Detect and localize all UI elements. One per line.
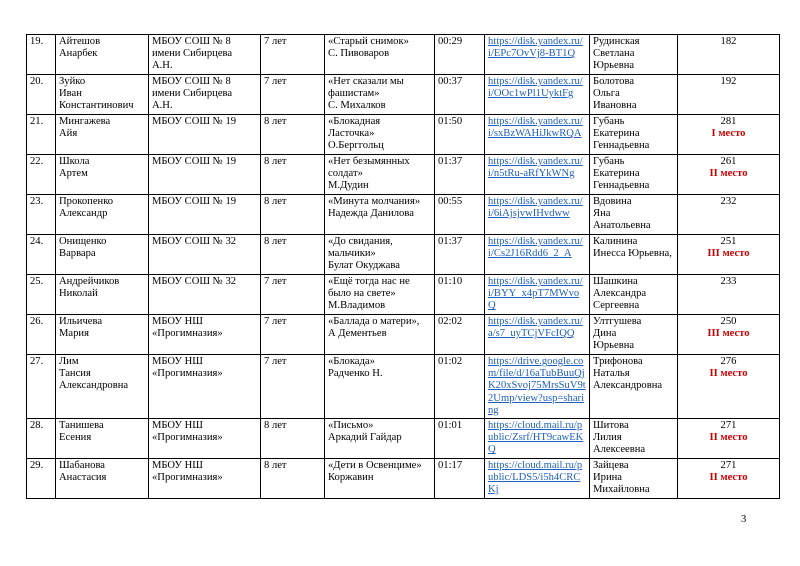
table-row (27, 315, 780, 355)
participant-name: Зуйко Иван Константинович (56, 75, 149, 115)
duration: 02:02 (435, 315, 485, 355)
duration: 01:37 (435, 155, 485, 195)
duration: 01:17 (435, 459, 485, 499)
school-name: МБОУ СОШ № 8 имени Сибирцева А.Н. (149, 35, 261, 75)
score-value: 250 (720, 316, 737, 327)
score-value: 233 (720, 276, 737, 287)
work-title: «Минута молчания» Надежда Данилова (325, 195, 435, 235)
score-cell (678, 115, 780, 155)
row-number: 20. (27, 75, 56, 115)
score-cell (678, 35, 780, 75)
participant-age: 8 лет (261, 459, 325, 499)
work-title: «Нет безымянных солдат» М.Дудин (325, 155, 435, 195)
work-title: «Старый снимок» С. Пивоваров (325, 35, 435, 75)
score-cell (678, 275, 780, 315)
school-name: МБОУ НШ «Прогимназия» (149, 419, 261, 459)
participant-name: Ильичева Мария (56, 315, 149, 355)
work-title: «Баллада о матери», А Дементьев (325, 315, 435, 355)
teacher-name: Рудинская Светлана Юрьевна (590, 35, 678, 75)
school-name: МБОУ СОШ № 19 (149, 155, 261, 195)
row-number: 22. (27, 155, 56, 195)
duration: 00:37 (435, 75, 485, 115)
place-badge: II место (709, 472, 748, 484)
teacher-name: Губань Екатерина Геннадьевна (590, 115, 678, 155)
participant-name: Андрейчиков Николай (56, 275, 149, 315)
video-link[interactable]: https://disk.yandex.ru/i/sxBzWAHiJkwRQA (485, 115, 590, 155)
participant-name: Школа Артем (56, 155, 149, 195)
school-name: МБОУ СОШ № 32 (149, 235, 261, 275)
video-link[interactable]: https://disk.yandex.ru/i/6iAjsjvwIHvdww (485, 195, 590, 235)
work-title: «Нет сказали мы фашистам» С. Михалков (325, 75, 435, 115)
row-number: 25. (27, 275, 56, 315)
participant-age: 7 лет (261, 315, 325, 355)
row-number: 21. (27, 115, 56, 155)
place-badge: III место (707, 248, 750, 260)
duration: 01:02 (435, 355, 485, 419)
duration: 01:50 (435, 115, 485, 155)
row-number: 19. (27, 35, 56, 75)
score-cell (678, 195, 780, 235)
participant-age: 8 лет (261, 419, 325, 459)
duration: 01:01 (435, 419, 485, 459)
row-number: 27. (27, 355, 56, 419)
teacher-name: Шитова Лилия Алексеевна (590, 419, 678, 459)
results-table (26, 34, 780, 499)
score-cell (678, 315, 780, 355)
participant-name: Лим Тансия Александровна (56, 355, 149, 419)
teacher-name: Трифонова Наталья Александровна (590, 355, 678, 419)
score-cell (678, 155, 780, 195)
table-body (27, 35, 780, 499)
row-number: 28. (27, 419, 56, 459)
table-row (27, 155, 780, 195)
row-number: 26. (27, 315, 56, 355)
score-value: 276 (720, 356, 737, 367)
video-link[interactable]: https://disk.yandex.ru/i/Cs2J16Rdd6_2_A (485, 235, 590, 275)
score-value: 261 (720, 156, 737, 167)
video-link[interactable]: https://disk.yandex.ru/i/BYY_x4pT7MWvoQ (485, 275, 590, 315)
work-title: «До свидания, мальчики» Булат Окуджава (325, 235, 435, 275)
school-name: МБОУ СОШ № 19 (149, 195, 261, 235)
score-value: 182 (720, 36, 737, 47)
score-value: 232 (720, 196, 737, 207)
table-row (27, 419, 780, 459)
duration: 00:29 (435, 35, 485, 75)
place-badge: I место (711, 128, 746, 140)
work-title: «Дети в Освенциме» Коржавин (325, 459, 435, 499)
participant-age: 7 лет (261, 355, 325, 419)
score-cell (678, 419, 780, 459)
participant-age: 8 лет (261, 115, 325, 155)
school-name: МБОУ НШ «Прогимназия» (149, 459, 261, 499)
table-row (27, 115, 780, 155)
video-link[interactable]: https://cloud.mail.ru/public/LDS5/i5h4CRCKj (485, 459, 590, 499)
video-link[interactable]: https://disk.yandex.ru/i/EPc7OvVj8-BT1Q (485, 35, 590, 75)
participant-age: 8 лет (261, 195, 325, 235)
work-title: «Ещё тогда нас не было на свете» М.Владимов (325, 275, 435, 315)
duration: 01:37 (435, 235, 485, 275)
score-cell (678, 235, 780, 275)
score-value: 251 (720, 236, 737, 247)
score-cell (678, 459, 780, 499)
table-row (27, 235, 780, 275)
work-title: «Блокада» Радченко Н. (325, 355, 435, 419)
participant-age: 7 лет (261, 75, 325, 115)
participant-age: 8 лет (261, 155, 325, 195)
video-link[interactable]: https://drive.google.com/file/d/16aTubBuuQjK20xSvoj75MrsSuV9t2Ump/view?usp=sharing (485, 355, 590, 419)
duration: 00:55 (435, 195, 485, 235)
table-row (27, 75, 780, 115)
duration: 01:10 (435, 275, 485, 315)
work-title: «Письмо» Аркадий Гайдар (325, 419, 435, 459)
work-title: «Блокадная Ласточка» О.Берггольц (325, 115, 435, 155)
score-value: 192 (720, 76, 737, 87)
teacher-name: Губань Екатерина Геннадьевна (590, 155, 678, 195)
participant-name: Прокопенко Александр (56, 195, 149, 235)
place-badge: II место (709, 432, 748, 444)
row-number: 24. (27, 235, 56, 275)
participant-name: Айтешов Анарбек (56, 35, 149, 75)
score-cell (678, 355, 780, 419)
row-number: 29. (27, 459, 56, 499)
place-badge: III место (707, 328, 750, 340)
school-name: МБОУ НШ «Прогимназия» (149, 315, 261, 355)
participant-name: Шабанова Анастасия (56, 459, 149, 499)
teacher-name: Ултгушева Дина Юрьевна (590, 315, 678, 355)
participant-name: Танишева Есения (56, 419, 149, 459)
score-value: 281 (720, 116, 737, 127)
score-value: 271 (720, 420, 737, 431)
teacher-name: Калинина Инесса Юрьевна, (590, 235, 678, 275)
participant-name: Онищенко Варвара (56, 235, 149, 275)
score-cell (678, 75, 780, 115)
table-row (27, 355, 780, 419)
row-number: 23. (27, 195, 56, 235)
school-name: МБОУ СОШ № 19 (149, 115, 261, 155)
participant-age: 7 лет (261, 35, 325, 75)
table-row (27, 195, 780, 235)
teacher-name: Вдовина Яна Анатольевна (590, 195, 678, 235)
table-row (27, 275, 780, 315)
table-row (27, 35, 780, 75)
teacher-name: Шашкина Александра Сергеевна (590, 275, 678, 315)
school-name: МБОУ НШ «Прогимназия» (149, 355, 261, 419)
video-link[interactable]: https://disk.yandex.ru/a/s7_uyTCjVFcIQQ (485, 315, 590, 355)
video-link[interactable]: https://cloud.mail.ru/public/Zsrf/HT9cawEKQ (485, 419, 590, 459)
page-number: 3 (741, 514, 747, 525)
participant-age: 7 лет (261, 275, 325, 315)
video-link[interactable]: https://disk.yandex.ru/i/OOc1wPl1UyktFg (485, 75, 590, 115)
place-badge: II место (709, 368, 748, 380)
score-value: 271 (720, 460, 737, 471)
table-row (27, 459, 780, 499)
participant-age: 8 лет (261, 235, 325, 275)
school-name: МБОУ СОШ № 8 имени Сибирцева А.Н. (149, 75, 261, 115)
teacher-name: Зайцева Ирина Михайловна (590, 459, 678, 499)
place-badge: II место (709, 168, 748, 180)
teacher-name: Болотова Ольга Ивановна (590, 75, 678, 115)
school-name: МБОУ СОШ № 32 (149, 275, 261, 315)
video-link[interactable]: https://disk.yandex.ru/i/n5tRu-aRfYkWNg (485, 155, 590, 195)
participant-name: Мингажева Айя (56, 115, 149, 155)
